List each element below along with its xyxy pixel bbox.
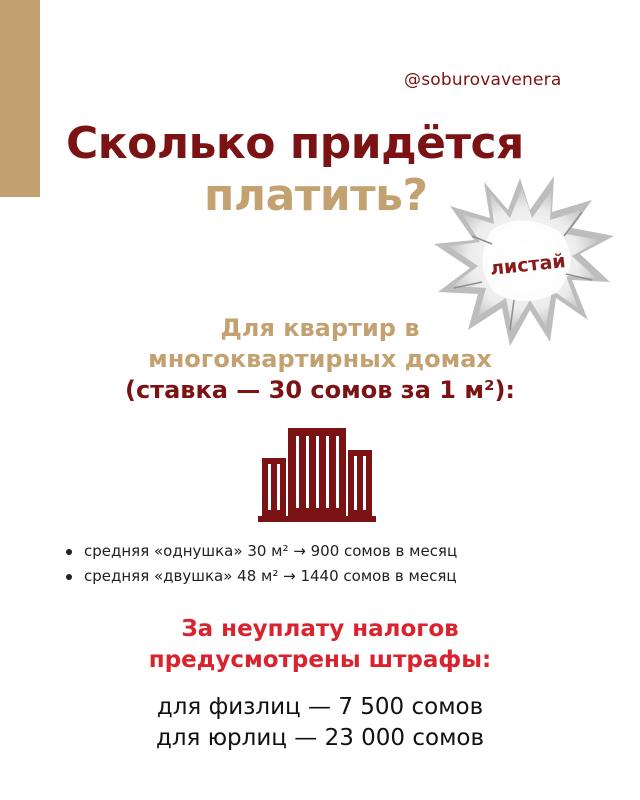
section-heading: [0, 313, 640, 406]
apartment-building-icon: [258, 428, 376, 522]
author-handle: @soburovavenera: [404, 70, 562, 90]
apartment-examples-list: [62, 539, 457, 589]
list-item: средняя «однушка» 30 м² → 900 сомов в месяц: [62, 539, 457, 564]
list-item: средняя «двушка» 48 м² → 1440 сомов в месяц: [62, 564, 457, 589]
fines-amounts: [0, 692, 640, 754]
gold-accent-bar: [0, 0, 40, 197]
fines-heading: [0, 614, 640, 676]
section-heading-line-3: (ставка — 30 сомов за 1 м²):: [124, 376, 516, 404]
section-heading-line-1: Для квартир в: [220, 314, 420, 342]
title-line-1: Сколько придётся: [66, 118, 524, 169]
fine-individuals: для физлиц — 7 500 сомов: [156, 694, 484, 720]
fine-legal-entities: для юрлиц — 23 000 сомов: [155, 725, 485, 751]
title-line-2: платить?: [204, 170, 428, 221]
fines-heading-line-2: предусмотрены штрафы:: [148, 647, 492, 673]
section-heading-line-2: многоквартирных домах: [148, 345, 492, 373]
swipe-label: листай: [489, 250, 567, 280]
fines-heading-line-1: За неуплату налогов: [181, 616, 459, 642]
